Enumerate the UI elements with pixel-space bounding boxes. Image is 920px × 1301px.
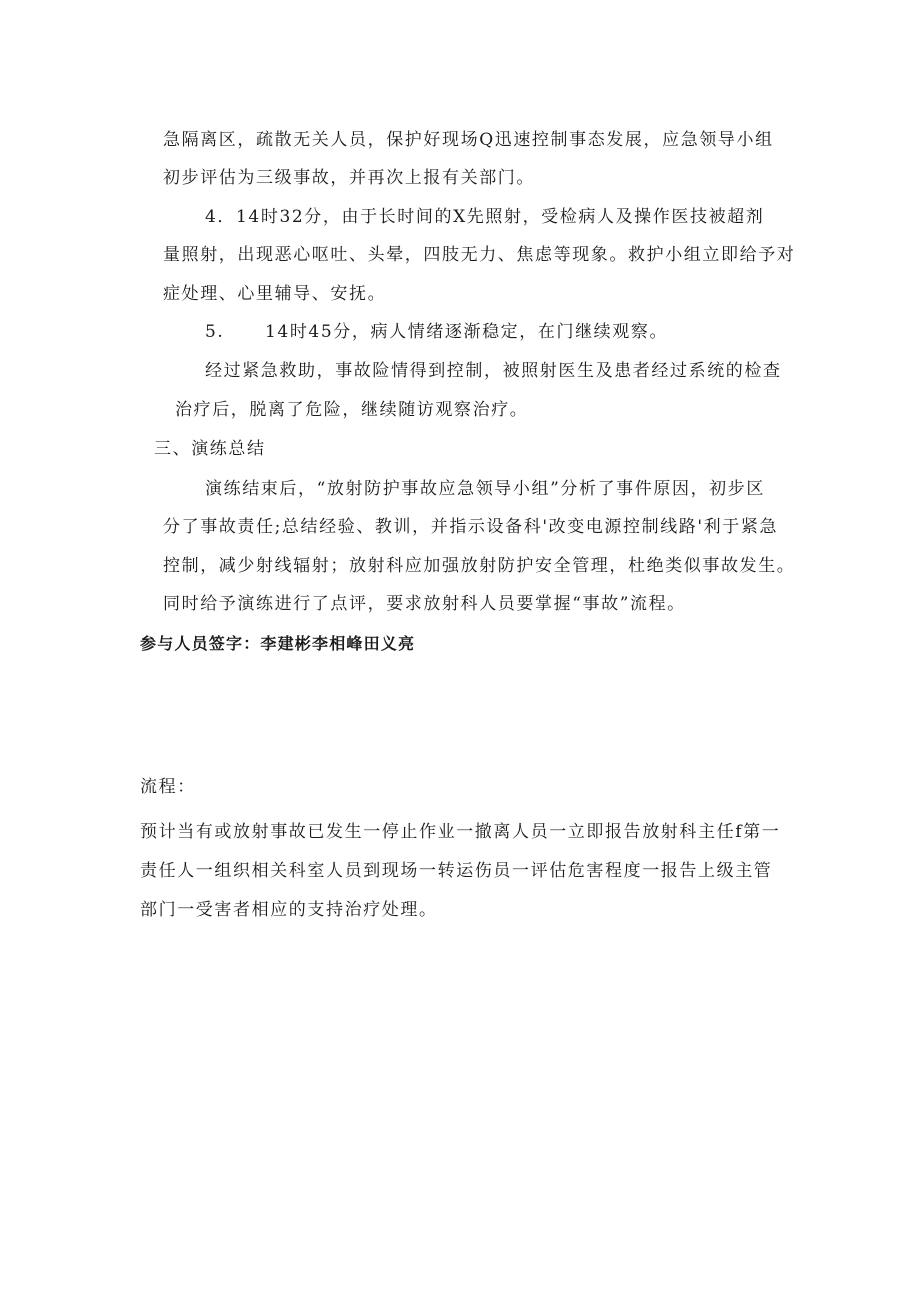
result-line: 治疗后，脱离了危险，继续随访观察治疗。	[175, 400, 529, 420]
section3-heading: 三、演练总结	[154, 439, 266, 459]
paragraph-line: 急隔离区，疏散无关人员，保护好现场Q迅速控制事态发展，应急领导小组	[163, 130, 774, 150]
item-4-line: 量照射，出现恶心呕吐、头晕，四肢无力、焦虑等现象。救护小组立即给予对	[163, 245, 796, 265]
result-line: 经过紧急救助，事故险情得到控制，被照射医生及患者经过系统的检查	[205, 361, 782, 381]
item-5-text: 14时45分，病人情绪逐渐稳定，在门继续观察。	[265, 322, 669, 342]
flow-label: 流程：	[140, 777, 196, 797]
flow-line: 预计当有或放射事故已发生一停止作业一撤离人员一立即报告放射科主任f第一	[140, 822, 781, 842]
summary-line: 演练结束后，“放射防护事故应急领导小组”分析了事件原因，初步区	[205, 479, 765, 499]
signature-line: 参与人员签字：李建彬李相峰田义亮	[140, 634, 416, 653]
summary-line: 同时给予演练进行了点评，要求放射科人员要掌握“事故”流程。	[163, 594, 686, 614]
summary-line: 分了事故责任;总结经验、教训，并指示设备科'改变电源控制线路'利于紧急	[163, 517, 779, 537]
item-5-number: 5.	[205, 322, 225, 342]
paragraph-line: 初步评估为三级事故，并再次上报有关部门。	[163, 168, 535, 188]
summary-line: 控制，减少射线辐射；放射科应加强放射防护安全管理，杜绝类似事故发生。	[163, 556, 796, 576]
item-5	[205, 320, 668, 344]
flow-line: 责任人一组织相关科室人员到现场一转运伤员一评估危害程度一报告上级主管	[140, 861, 773, 881]
item-4-line: 4．14时32分，由于长时间的X先照射，受检病人及操作医技被超剂	[205, 207, 765, 227]
item-4-line: 症处理、心里辅导、安抚。	[163, 284, 387, 304]
flow-line: 部门一受害者相应的支持治疗处理。	[140, 900, 438, 920]
